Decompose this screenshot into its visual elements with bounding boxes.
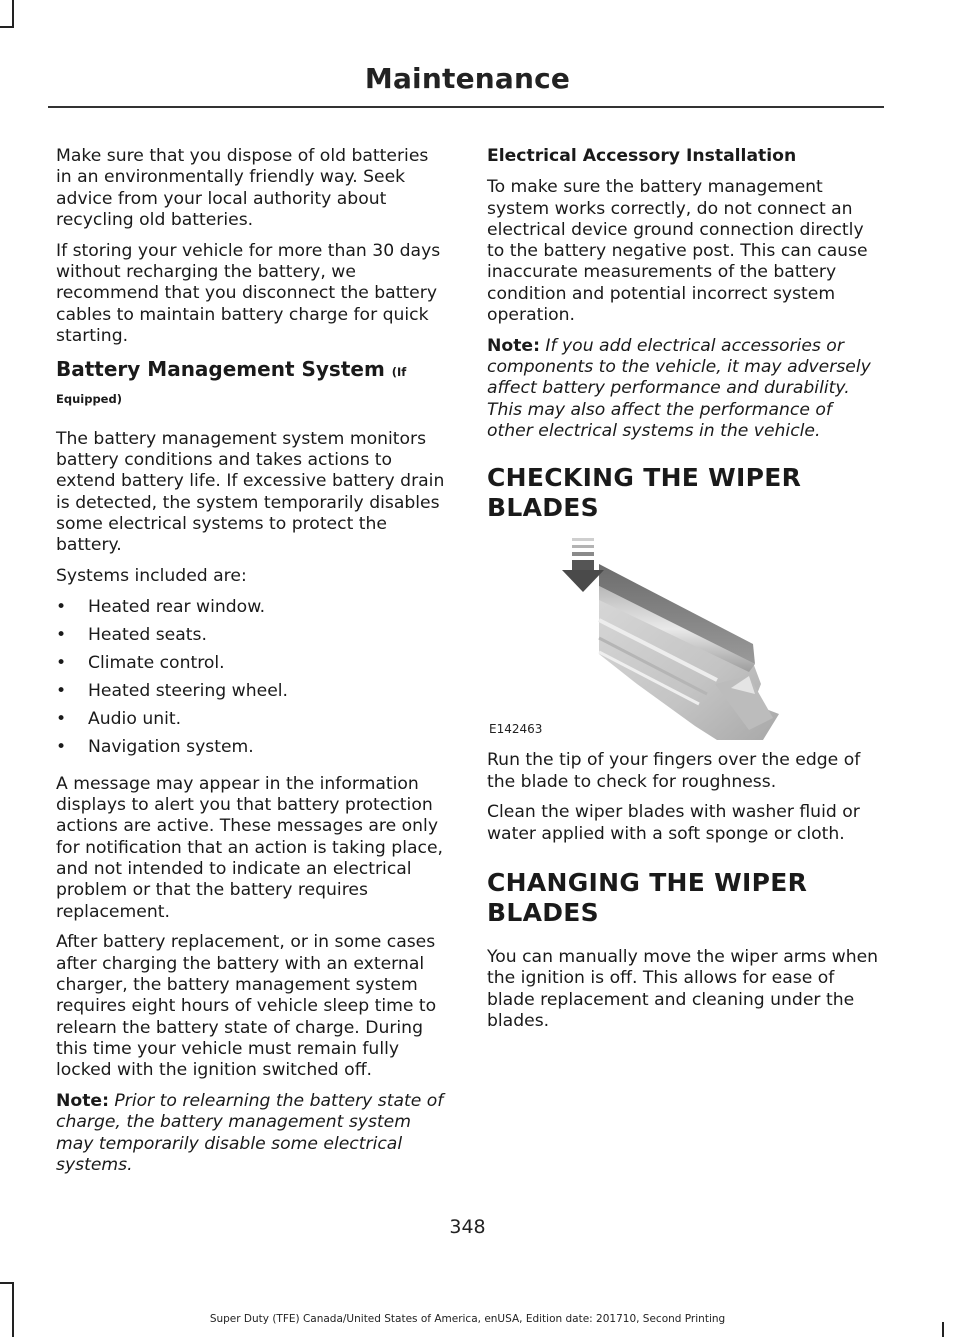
list-item-text: Heated seats.: [88, 624, 207, 645]
paragraph-clean-blades: Clean the wiper blades with washer fluid or water applied with a soft sponge or cloth.: [487, 802, 860, 844]
wiper-blade-figure: [487, 534, 783, 740]
paragraph-manually-move: You can manually move the wiper arms when the ignition is off. This allows for ease of blade replacement and cleaning under the blades.: [487, 947, 879, 1031]
section-heading-battery-management: [56, 357, 448, 411]
arrow-shaft: [572, 560, 594, 570]
bullet: •: [56, 708, 67, 729]
arrow-fade-bar: [572, 552, 594, 556]
note-label: Note:: [487, 335, 540, 356]
left-column: [56, 146, 448, 1186]
list-item: [56, 597, 448, 625]
down-arrow-icon: [562, 570, 604, 592]
page-number: 348: [449, 1216, 486, 1238]
systems-list: [56, 597, 448, 765]
paragraph-message: A message may appear in the information displays to alert you that battery protection actions are active. These messages are only for notification that an action is taking place, and not intended to indicate an electrical problem or that the battery requires replacement.: [56, 773, 444, 922]
section-heading-checking-wiper: [487, 462, 881, 524]
figure-code: E142463: [489, 722, 543, 737]
list-item: [56, 737, 448, 765]
paragraph-run-fingers: Run the tip of your fingers over the edge of the blade to check for roughness.: [487, 750, 861, 792]
paragraph-after-replacement: After battery replacement, or in some cases after charging the battery with an external charger, the battery management system requires eight hours of vehicle sleep time to relearn the battery state of charge. During this time your vehicle must remain fully locked with the ignition switched off.: [56, 932, 437, 1081]
footer-edition: Super Duty (TFE) Canada/United States of America, enUSA, Edition date: 201710, Second Printing: [209, 1313, 726, 1325]
section-heading-changing-wiper: [487, 867, 881, 929]
note-text: If you add electrical accessories or components to the vehicle, it may adversely affect battery performance and durability. This may also affect the performance of other electrical systems in the vehicle.: [487, 335, 871, 442]
note-relearning: [56, 1091, 448, 1176]
heading-line-2: BLADES: [487, 493, 599, 523]
arrow-fade-bar: [572, 545, 594, 548]
crop-mark-top-left-h: [0, 26, 14, 28]
wiper-blade-illustration: [487, 534, 783, 740]
paragraph-dispose: Make sure that you dispose of old batteries in an environmentally friendly way. Seek advice from your local authority about recycling old batteries.: [56, 146, 429, 230]
list-item: [56, 653, 448, 681]
note-accessories: [487, 336, 881, 442]
heading-line-1: CHANGING THE WIPER: [487, 868, 808, 898]
right-column: [487, 146, 881, 1042]
bullet: •: [56, 680, 67, 701]
list-item-text: Heated rear window.: [88, 596, 266, 617]
note-label: Note:: [56, 1090, 109, 1111]
list-item-text: Climate control.: [88, 652, 225, 673]
bullet: •: [56, 624, 67, 645]
heading-line-1: CHECKING THE WIPER: [487, 463, 802, 493]
crop-mark-bottom-left-h: [0, 1282, 14, 1284]
header-rule: [48, 106, 884, 108]
arrow-fade-bar: [572, 538, 594, 541]
bullet: •: [56, 652, 67, 673]
paragraph-bms-monitors: The battery management system monitors battery conditions and takes actions to extend battery life. If excessive battery drain is detected, the system temporarily disables some electrical systems to protect the battery.: [56, 428, 445, 556]
paragraph-accessory: To make sure the battery management system works correctly, do not connect an electrical device ground connection directly to the battery negative post. This can cause inaccurate measurements of the battery condition and potential incorrect system operation.: [487, 177, 868, 326]
list-item: [56, 681, 448, 709]
list-item-text: Navigation system.: [88, 736, 254, 757]
list-item: [56, 625, 448, 653]
heading-qualifier: (If Equipped): [56, 364, 407, 406]
paragraph-storing: If storing your vehicle for more than 30 days without recharging the battery, we recommend that you disconnect the battery cables to maintain battery charge for quick starting.: [56, 240, 441, 346]
note-text: Prior to relearning the battery state of charge, the battery management system may temporarily disable some electrical systems.: [56, 1090, 444, 1175]
paragraph-systems-included: Systems included are:: [56, 565, 247, 586]
heading-line-2: BLADES: [487, 898, 599, 928]
section-heading-accessory: Electrical Accessory Installation: [487, 146, 797, 166]
bullet: •: [56, 596, 67, 617]
page-title: Maintenance: [364, 62, 571, 95]
list-item: [56, 709, 448, 737]
bullet: •: [56, 736, 67, 757]
crop-mark-bottom-right-v: [942, 1322, 944, 1337]
heading-text: Battery Management System: [56, 356, 385, 381]
list-item-text: Heated steering wheel.: [88, 680, 289, 701]
crop-mark-bottom-left-v: [12, 1282, 14, 1337]
list-item-text: Audio unit.: [88, 708, 182, 729]
crop-mark-top-left-v: [12, 0, 14, 26]
